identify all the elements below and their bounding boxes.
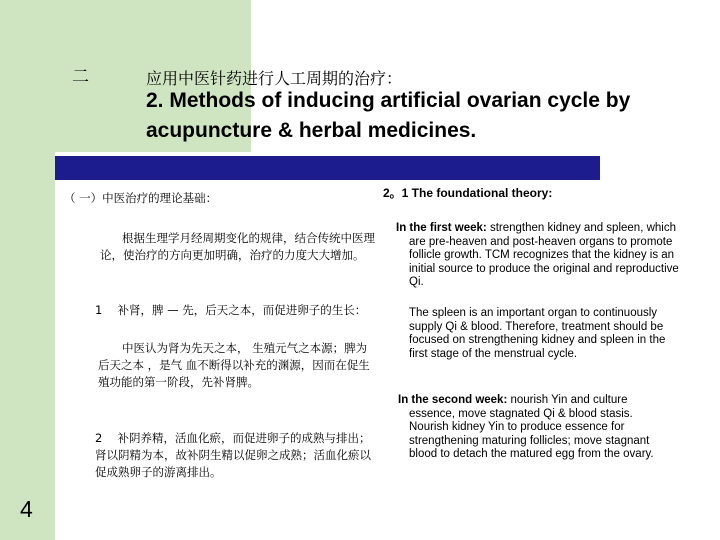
side-band	[0, 0, 55, 540]
week-1-text: strengthen kidney and spleen, which are pre-heaven and post-heaven organs to promote follicle growth. TCM recognizes that the kidney is an initial source to produce the original and reproductive Qi.	[409, 222, 679, 289]
title-english: 2. Methods of inducing artificial ovarian cycle by acupuncture & herbal medicines.	[146, 89, 631, 142]
left-item-1-body: 中医认为肾为先天之本， 生殖元气之本源；脾为后天之本 ，是气 血不断得以补充的渊源，因而在促生殖功能的第一阶段，先补肾脾。	[98, 341, 370, 389]
left-item-1-heading: 1 补肾，脾 — 先，后天之本，而促进卵子的生长：	[95, 303, 367, 317]
right-subheading: 2。1 The foundational theory:	[383, 186, 553, 200]
left-item-2: 2 补阴养精，活血化瘀，而促进卵子的成熟与排出；肾以阴精为本，故补阴生精以促卵之成熟；活血化瘀以促成熟卵子的游离排出。	[95, 431, 371, 479]
left-subheading: （ 一）中医治疗的理论基础：	[64, 191, 218, 205]
week-2-label: In the second week:	[398, 394, 508, 406]
title-bar	[55, 156, 600, 180]
week-2-paragraph	[398, 394, 671, 462]
left-paragraph: 根据生理学月经周期变化的规律，结合传统中医理论，使治疗的方向更加明确，治疗的力度大大增加。	[100, 231, 375, 262]
week-1-label: In the first week:	[396, 222, 487, 234]
week-2-text: nourish Yin and culture essence, move stagnated Qi & blood stasis. Nourish kidney Yin to produce essence for strengthening maturing follicles; move stagnant blood to detach the matured egg from the ovary.	[409, 394, 654, 461]
week-1-paragraph-2: The spleen is an important organ to continuously supply Qi & blood. Therefore, treatment should be focused on strengthening kidney and spleen in the first stage of the menstrual cycle.	[409, 307, 666, 360]
title-chinese: 应用中医针药进行人工周期的治疗：	[146, 69, 403, 88]
section-number: 二	[72, 67, 89, 87]
page-number: 4	[20, 496, 33, 522]
week-1-paragraph	[396, 222, 679, 290]
